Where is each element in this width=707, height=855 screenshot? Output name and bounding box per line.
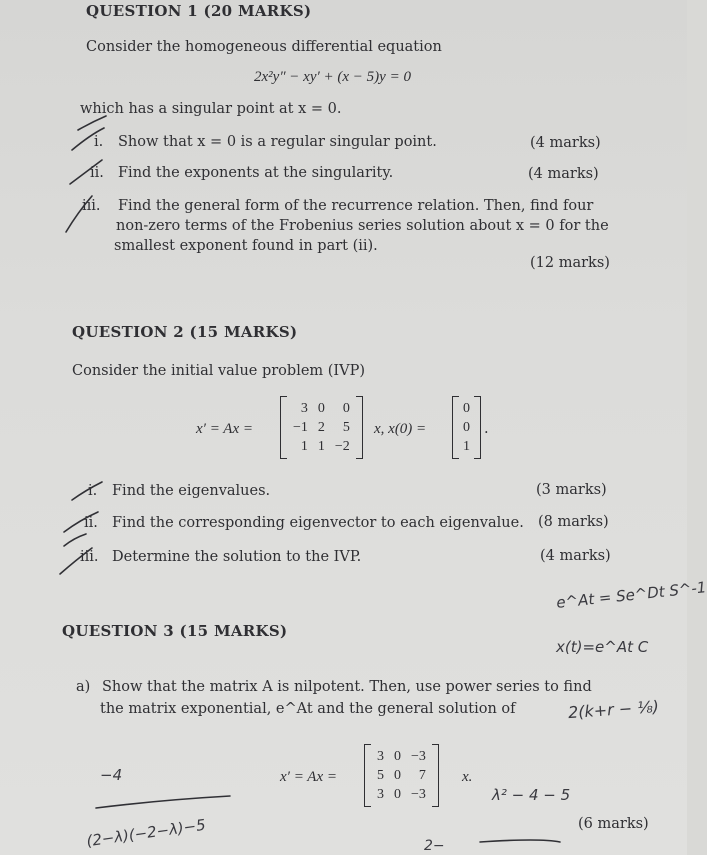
- handwritten-matrix-exponential-note: e^At = Se^Dt S^-1: [555, 578, 707, 612]
- q2-mid: x, x(0) =: [374, 421, 427, 437]
- q2-part-iii-marks: (4 marks): [540, 548, 611, 564]
- q2-a21: −1: [293, 419, 308, 435]
- q2-a31: 1: [300, 438, 308, 454]
- q3-a32: 0: [394, 786, 401, 802]
- q1-part-ii-text: Find the exponents at the singularity.: [118, 165, 394, 181]
- q3-a33: −3: [411, 786, 426, 802]
- handwritten-characteristic-note: λ² − 4 − 5: [492, 786, 571, 804]
- q2-part-i-text: Find the eigenvalues.: [112, 483, 271, 499]
- handwritten-bottom-note: 2−: [424, 838, 445, 854]
- q1-heading: QUESTION 1 (20 MARKS): [86, 2, 312, 20]
- q2-a11: 3: [300, 400, 308, 416]
- q1-part-i-marks: (4 marks): [530, 135, 601, 151]
- q3-rhs: x.: [462, 769, 473, 785]
- q2-part-i-number: i.: [88, 483, 98, 499]
- q3-a21: 5: [377, 767, 384, 783]
- q3-a31: 3: [377, 786, 384, 802]
- q2-part-ii-text: Find the corresponding eigenvector to each eigenvalue.: [112, 515, 524, 531]
- q3-a23: 7: [418, 767, 426, 783]
- q2-end-period: .: [484, 421, 489, 437]
- handwritten-general-solution-note: x(t)=e^At C: [556, 638, 649, 656]
- q2-a22: 2: [317, 419, 325, 435]
- q2-lhs: x′ = Ax =: [196, 421, 253, 437]
- q2-x0-3: 1: [463, 438, 470, 454]
- q2-a12: 0: [317, 400, 325, 416]
- q2-part-ii-number: ii.: [84, 515, 98, 531]
- q2-part-iii-text: Determine the solution to the IVP.: [112, 549, 362, 565]
- q3-part-a-label: a): [76, 679, 91, 695]
- handwritten-minus-four: −4: [100, 766, 123, 784]
- q1-singular-note: which has a singular point at x = 0.: [80, 101, 342, 117]
- q1-part-iii-line3: smallest exponent found in part (ii).: [114, 238, 378, 254]
- q2-part-ii-marks: (8 marks): [538, 514, 609, 530]
- q2-x0-1: 0: [463, 400, 470, 416]
- q3-a13: −3: [411, 748, 426, 764]
- q1-part-ii-marks: (4 marks): [528, 166, 599, 182]
- q3-part-a-line2: the matrix exponential, e^At and the general solution of: [100, 701, 516, 717]
- q3-a22: 0: [394, 767, 401, 783]
- q2-x0-2: 0: [463, 419, 470, 435]
- q2-a23: 5: [342, 419, 350, 435]
- q1-part-i-text: Show that x = 0 is a regular singular point.: [118, 134, 437, 150]
- q3-part-a-marks: (6 marks): [578, 816, 649, 832]
- handwritten-determinant-note: (2−λ)(−2−λ)−5: [85, 815, 207, 851]
- q1-part-ii-number: ii.: [90, 165, 104, 181]
- handwritten-recurrence-note: 2(k+r − ⅛): [567, 696, 660, 723]
- q1-part-i-number: i.: [94, 134, 104, 150]
- q1-intro: Consider the homogeneous differential equation: [86, 39, 442, 55]
- q2-a13: 0: [342, 400, 350, 416]
- q1-part-iii-number: iii.: [82, 198, 101, 214]
- q2-a32: 1: [317, 438, 325, 454]
- q3-heading: QUESTION 3 (15 MARKS): [62, 622, 288, 640]
- q1-equation: 2x²y″ − xy′ + (x − 5)y = 0: [254, 69, 411, 85]
- q1-part-iii-line2: non-zero terms of the Frobenius series solution about x = 0 for the: [116, 218, 609, 234]
- q3-a11: 3: [377, 748, 384, 764]
- q3-lhs: x′ = Ax =: [280, 769, 337, 785]
- q1-part-iii-line1: Find the general form of the recurrence relation. Then, find four: [118, 198, 594, 214]
- q2-a33: −2: [334, 438, 350, 454]
- q2-heading: QUESTION 2 (15 MARKS): [72, 323, 298, 341]
- q2-part-iii-number: iii.: [80, 549, 99, 565]
- q2-part-i-marks: (3 marks): [536, 482, 607, 498]
- q3-part-a-line1: Show that the matrix A is nilpotent. Then, use power series to find: [102, 679, 592, 695]
- q3-a12: 0: [394, 748, 401, 764]
- q2-intro: Consider the initial value problem (IVP): [72, 363, 366, 379]
- q1-part-iii-marks: (12 marks): [530, 255, 610, 271]
